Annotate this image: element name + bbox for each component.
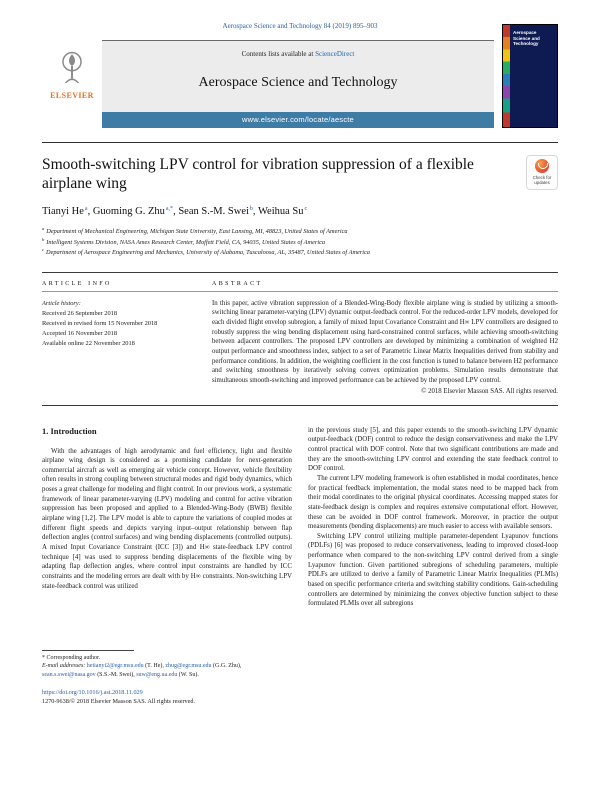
- intro-paragraph: in the previous study [5], and this paper extends to the smooth-switching LPV dynamic output-feedback (DOF) control to reduce the design conservativeness and make the LPV control practical with DOF control. Note that two significant contributions are made and they are the smooth-switching LPV control and extending the state feedback control to DOF control.: [308, 426, 558, 473]
- intro-paragraph: With the advantages of high aerodynamic and fuel efficiency, light and flexible airplane wing design is considered as a promising candidate for next-generation commercial aircraft as well as emerging air vehicle concept. However, vehicle flexibility often results in strong coupling between structural modes and rigid body dynamics, which poses a great challenge for modeling and flight control. In our previous work, a systematic framework of linear parameter-varying (LPV) modeling and control for active vibration suppression has been proposed and applied to a Blended-Wing-Body (BWB) flexible airplane wing [1,2]. The LPV model is able to capture the variations of coupled modes at different flight speeds and depicts varying input–output relationship between flap deflection angles (control surfaces) and wing bending displacements (controlled outputs). A mixed Input Covariance Constraint (ICC [3]) and H∞ state-feedback LPV control technique [4] was used to suppress bending displacements of the flexible wing by adapting flap deflection angles, where control input constraints are handled by ICC constraints and the modeling errors are dealt with by H∞ constraints. Non-switching LPV state-feedback control was utilized: [42, 447, 292, 590]
- history-item: Received 26 September 2018: [42, 309, 118, 317]
- authors-line: [42, 206, 558, 218]
- abstract-text: In this paper, active vibration suppression of a Blended-Wing-Body flexible airplane wing is studied by utilizing a smooth-switching linear parameter-varying (LPV) dynamic output-feedback control. For the reduced-order LPV models, developed for each divided flight envelop subregion, a family of mixed Input Covariance Constraint and H∞ LPV controllers are designed to robustly suppress the wing bending displacement using hard-constrained control surfaces, while achieving smooth-switching between adjacent controllers. The proposed LPV controllers are developed by minimizing a combination of weighted H2 output performance and smoothness index, subject to a set of Parametric Linear Matrix Inequalities derived from stability and performance conditions. In addition, the weighting coefficient in the cost function is tuned to balance between H2 performance and switching smoothness by iteratively solving convex optimization problems. Simulation results demonstrate that simultaneous smooth-switching and improved performance can be achieved by the proposed LPV control.: [212, 299, 558, 384]
- email-link[interactable]: suw@eng.ua.edu: [136, 671, 178, 678]
- cover-color-stripe: [503, 25, 510, 127]
- journal-ref[interactable]: Aerospace Science and Technology 84 (2019) 895–903: [222, 22, 378, 30]
- article-info-heading: article info: [42, 277, 112, 287]
- author-name: Sean S.-M. Swei: [178, 206, 249, 218]
- author: [93, 206, 178, 217]
- email-lead: E-mail addresses:: [42, 663, 87, 670]
- section-heading-introduction: 1. Introduction: [42, 425, 97, 436]
- email-link[interactable]: zhug@egr.msu.edu: [165, 663, 212, 670]
- footnote-rule: [42, 650, 134, 651]
- journal-cover: [502, 24, 558, 128]
- corresponding-author-note: * Corresponding author.: [42, 654, 101, 661]
- history-item: Received in revised form 15 November 2018: [42, 319, 158, 327]
- author-name: Guoming G. Zhu: [92, 206, 165, 218]
- affiliation-sup: a: [42, 226, 45, 232]
- elsevier-wordmark: ELSEVIER: [50, 91, 94, 100]
- email-attribution: (S.S.-M. Swei),: [95, 671, 137, 678]
- article-title: Smooth-switching LPV control for vibration suppression of a flexible airplane wing: [42, 156, 474, 193]
- affiliation-text: Department of Aerospace Engineering and Mechanics, University of Alabama, Tuscaloosa, AL, 35487, United States of America: [46, 249, 370, 257]
- affiliation-sup: c: [42, 247, 45, 253]
- journal-cover-thumb: [502, 30, 558, 128]
- article-history: [42, 299, 192, 395]
- journal-url-bar[interactable]: www.elsevier.com/locate/aescte: [102, 112, 494, 128]
- intro-paragraph: The current LPV modeling framework is often established in modal coordinates, hence for practical feedback implementation, the modal states need to be mapped back from their modal coordinates to the original physical coordinates. Accessing mapped states for state-feedback design is complex and requires extensive computational effort. However, these can be avoided in DOF control framework. Moreover, in practice the output measurements (bending displacements) are much easier to access with available sensors.: [308, 474, 558, 531]
- email-attribution: (W. Su).: [177, 671, 199, 678]
- history-item: Accepted 16 November 2018: [42, 329, 118, 337]
- email-link[interactable]: hetianyi2@egr.msu.edu: [86, 663, 144, 670]
- author-affiliation-sup[interactable]: c: [304, 205, 308, 212]
- sciencedirect-link[interactable]: ScienceDirect: [315, 50, 355, 58]
- abstract: [212, 299, 558, 395]
- affiliation-sup: b: [42, 236, 45, 242]
- elsevier-tree-icon: [59, 50, 85, 89]
- cover-title: Aerospace Science and Technology: [513, 30, 540, 47]
- affiliations: [42, 226, 558, 258]
- affiliation-line: [42, 226, 558, 237]
- abstract-heading: abstract: [212, 277, 263, 287]
- journal-masthead: [102, 40, 494, 128]
- email-link[interactable]: sean.s.swei@nasa.gov: [42, 671, 96, 678]
- elsevier-logo: [42, 40, 102, 128]
- badge-label: Check for updates: [532, 175, 552, 186]
- abstract-copyright: © 2018 Elsevier Masson SAS. All rights reserved.: [421, 387, 558, 395]
- author-name: Weihua Su: [257, 206, 304, 218]
- contents-text: Contents lists available at: [241, 50, 316, 58]
- author: [258, 206, 307, 217]
- author-affiliation-sup[interactable]: a: [84, 205, 88, 212]
- header-divider: [42, 142, 558, 143]
- author-affiliation-sup[interactable]: b: [249, 205, 253, 212]
- author: [178, 206, 258, 217]
- author-affiliation-sup[interactable]: a,*: [165, 205, 174, 212]
- right-column: [308, 426, 558, 680]
- article-info-section: [42, 272, 558, 406]
- history-item: Available online 22 November 2018: [42, 339, 135, 347]
- footnote: [42, 646, 292, 680]
- intro-paragraph: Switching LPV control utilizing multiple parameter-dependent Lyapunov functions (PDLFs) [6] was proposed to reduce conservativeness, leading to improved closed-loop performance when compared to the non-switching LPV control derived from a single Lyapunov function. Given partitioned subregions of scheduling parameters, multiple PDLFs are utilized to derive a family of Parametric Linear Matrix Inequalities (PLMIs) based on specific performance criteria and switching stability conditions. Gain-scheduling controllers are determined by minimizing the convex objective function subject to these formulated PLMIs over all subregions: [308, 532, 558, 608]
- contents-line: [102, 41, 494, 63]
- email-attribution: (G.G. Zhu),: [211, 663, 242, 670]
- title-row: [42, 155, 558, 194]
- two-column-text: [42, 426, 558, 680]
- email-line: [42, 662, 292, 679]
- article-body: [42, 426, 558, 680]
- author-name: Tianyi He: [42, 206, 84, 218]
- section-headings: [42, 273, 558, 292]
- check-updates-badge[interactable]: [526, 155, 558, 190]
- affiliation-text: Intelligent Systems Division, NASA Ames Research Center, Moffett Field, CA, 94035, United States of America: [46, 238, 326, 246]
- affiliation-text: Department of Mechanical Engineering, Michigan State University, East Lansing, MI, 48823, United States of America: [46, 228, 348, 236]
- page-footer: [42, 689, 558, 705]
- journal-title: Aerospace Science and Technology: [198, 74, 398, 90]
- journal-header: [42, 30, 558, 128]
- affiliation-line: [42, 247, 558, 258]
- article-history-label: Article history:: [42, 299, 81, 307]
- affiliation-line: [42, 237, 558, 248]
- section-body: [42, 292, 558, 405]
- left-column: [42, 426, 292, 680]
- email-attribution: (T. He),: [143, 663, 166, 670]
- doi-link[interactable]: https://doi.org/10.1016/j.ast.2018.11.029: [42, 688, 143, 696]
- update-badge-icon: [535, 159, 549, 173]
- copyright-line: 1270-9638/© 2018 Elsevier Masson SAS. All rights reserved.: [42, 697, 196, 705]
- author: [42, 206, 93, 217]
